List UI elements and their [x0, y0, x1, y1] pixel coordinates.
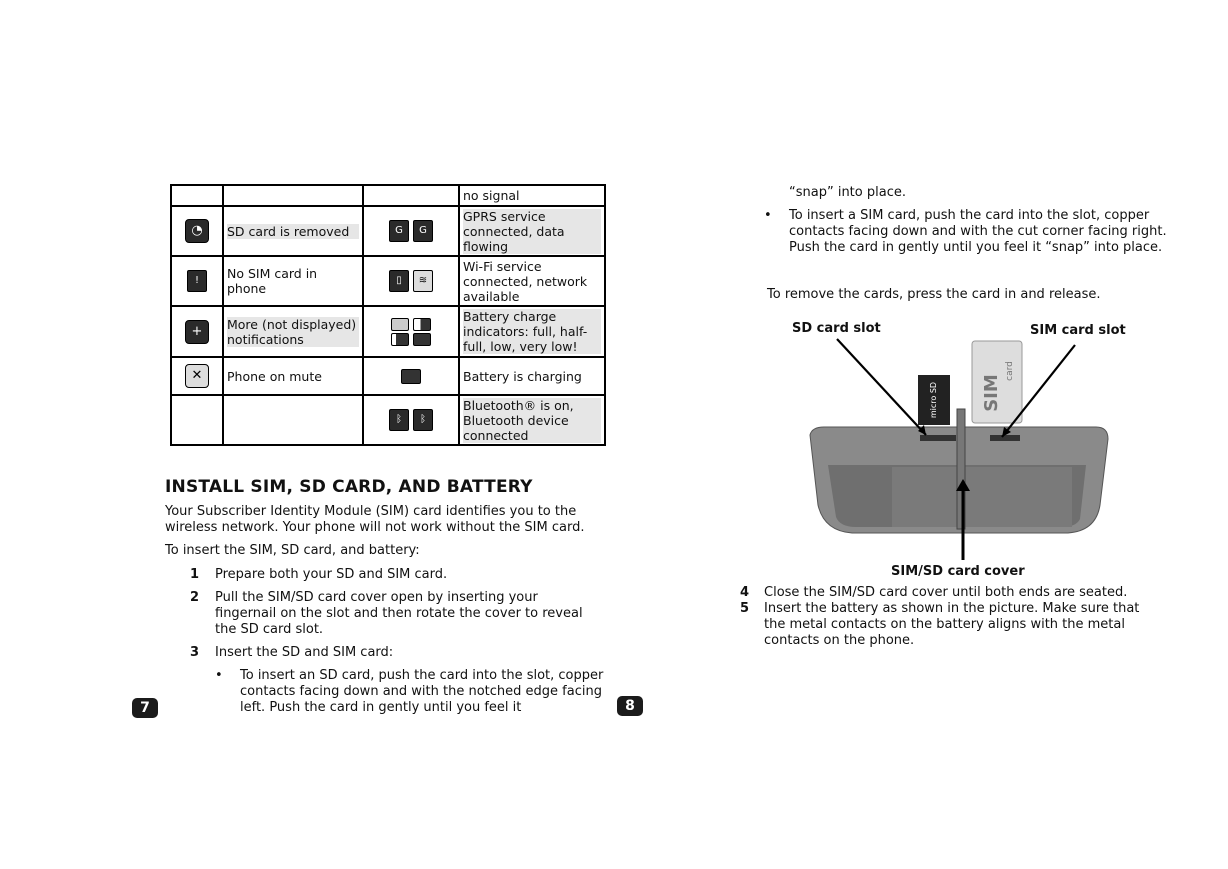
status-icon-table	[170, 184, 606, 446]
status-desc: no signal	[459, 185, 605, 206]
bullet-sd-text: To insert an SD card, push the card into the slot, copper contacts facing down and with the notched edge facing left. Push the card in gently until you feel it	[240, 668, 604, 715]
svg-text:SIM: SIM	[981, 374, 1002, 412]
step-text: Insert the SD and SIM card:	[215, 645, 394, 660]
section-title: INSTALL SIM, SD CARD, AND BATTERY	[165, 477, 533, 497]
table-row	[171, 206, 605, 256]
svg-text:micro SD: micro SD	[929, 381, 938, 419]
intro-paragraph: Your Subscriber Identity Module (SIM) card identifies you to the wireless network. Your phone will not work without the SIM card.	[165, 504, 585, 535]
sim-card	[972, 341, 1022, 423]
table-row	[171, 357, 605, 395]
step-number: 1	[190, 567, 200, 582]
cover-label: SIM/SD card cover	[891, 564, 1025, 579]
svg-text:card: card	[1005, 361, 1015, 381]
status-desc: GPRS service connected, data flowing	[463, 209, 601, 254]
remove-paragraph: To remove the cards, press the card in and release.	[767, 287, 1101, 302]
status-desc: Bluetooth® is on, Bluetooth device connected	[463, 398, 601, 443]
bluetooth-icon: ᛒ ᛒ	[387, 412, 435, 427]
sd-slot-label: SD card slot	[792, 321, 881, 336]
step-text: Pull the SIM/SD card cover open by inserting your fingernail on the slot and then rotate the cover to reveal the SD card slot.	[215, 590, 583, 637]
step-text: Close the SIM/SD card cover until both ends are seated.	[764, 585, 1128, 600]
bullet-sim-text: To insert a SIM card, push the card into the slot, copper contacts facing down and with the cut corner facing right. Push the card in gently until you feel it “snap” into place.	[789, 208, 1167, 255]
step-number: 4	[740, 585, 750, 600]
table-row	[171, 395, 605, 445]
bullet-marker: •	[215, 668, 223, 683]
mute-icon: ✕	[185, 364, 209, 388]
step-number: 5	[740, 601, 750, 616]
step-number: 2	[190, 590, 200, 605]
micro-sd-card	[918, 375, 950, 425]
bullet-marker: •	[764, 208, 772, 223]
bullet-sd-continued: “snap” into place.	[789, 185, 906, 200]
status-desc: No SIM card in phone	[223, 256, 363, 306]
step-text: Insert the battery as shown in the picture. Make sure that the metal contacts on the battery aligns with the metal contacts on the phone.	[764, 601, 1140, 648]
page-number-right: 8	[617, 696, 643, 716]
battery-levels-icon	[387, 317, 435, 347]
status-desc: Battery is charging	[459, 357, 605, 395]
table-row	[171, 256, 605, 306]
battery-charging-icon	[401, 369, 421, 384]
table-row	[171, 185, 605, 206]
sim-slot-label: SIM card slot	[1030, 323, 1126, 338]
phone-illustration	[800, 335, 1120, 565]
page-number-left: 7	[132, 698, 158, 718]
wifi-icon: ▯ ≋	[387, 273, 435, 288]
status-desc: More (not displayed) notifications	[227, 317, 359, 347]
table-row	[171, 306, 605, 357]
sd-removed-icon: ◔	[185, 219, 209, 243]
lead-paragraph: To insert the SIM, SD card, and battery:	[165, 543, 420, 558]
gprs-icon: G G	[387, 223, 435, 238]
status-desc: Wi-Fi service connected, network available	[459, 256, 605, 306]
status-desc: Phone on mute	[223, 357, 363, 395]
step-text: Prepare both your SD and SIM card.	[215, 567, 448, 582]
status-desc: SD card is removed	[227, 224, 359, 239]
more-notifications-icon: +	[185, 320, 209, 344]
step-number: 3	[190, 645, 200, 660]
status-desc: Battery charge indicators: full, half-full, low, very low!	[463, 309, 601, 354]
no-sim-icon: !	[187, 270, 207, 292]
